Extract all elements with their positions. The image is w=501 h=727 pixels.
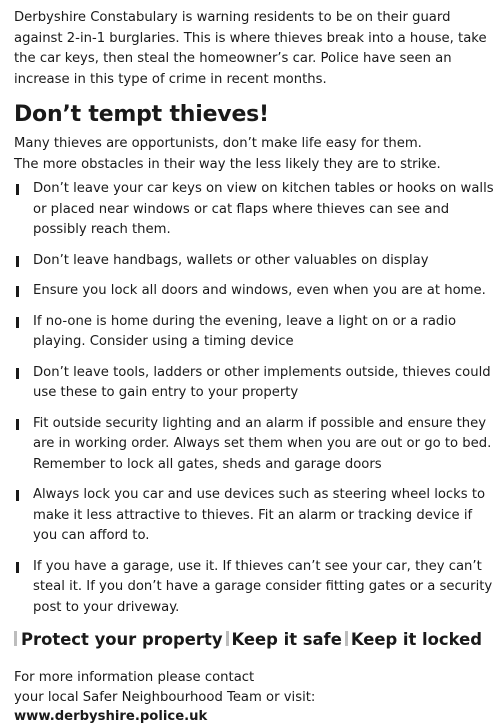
list-item [14,485,494,547]
list-item [14,414,494,476]
tagline-protect: Protect your property [21,630,223,649]
contact-line-2: your local Safer Neighbourhood Team or visit: [14,689,316,705]
page-title: Don’t tempt thieves! [14,102,269,127]
list-item [14,363,494,404]
website-link[interactable]: www.derbyshire.police.uk [14,709,208,724]
bullet-bar-icon [16,490,19,501]
tip-text: Don’t leave handbags, wallets or other valuables on display [33,252,429,268]
bullet-bar-icon [16,562,19,573]
separator-bar-icon [345,631,348,646]
list-item [14,557,494,619]
leaflet-page [14,8,494,727]
tip-text: If you have a garage, use it. If thieves can’t see your car, they can’t steal it. If you don’t have a garage consider fitting gates or a security post to your driveway. [33,558,493,615]
tip-text: Fit outside security lighting and an alarm if possible and ensure they are in working order. Always set them when you are out or go to bed. Remember to lock all gates, sheds and garage doors [33,415,492,472]
list-item [14,179,494,241]
tips-list [14,179,494,618]
bullet-bar-icon [16,256,19,267]
separator-bar-icon [14,631,17,646]
bullet-bar-icon [16,286,19,297]
tagline-safe: Keep it safe [231,630,342,649]
tip-text: Don’t leave tools, ladders or other implements outside, thieves could use these to gain entry to your property [33,364,491,400]
bullet-bar-icon [16,419,19,430]
tagline-locked: Keep it locked [350,630,482,649]
bullet-bar-icon [16,184,19,195]
lead-paragraph [14,134,494,175]
list-item [14,281,494,302]
list-item [14,312,494,353]
tip-text: If no-one is home during the evening, leave a light on or a radio playing. Consider using a timing device [33,313,457,349]
tip-text: Don’t leave your car keys on view on kitchen tables or hooks on walls or placed near windows or cat flaps where thieves can see and possibly reach them. [33,181,494,237]
list-item [14,251,494,272]
bullet-bar-icon [16,368,19,379]
bullet-bar-icon [16,317,19,328]
contact-line-1: For more information please contact [14,670,255,685]
lead-line-1: Many thieves are opportunists, don’t make life easy for them. [14,136,422,151]
tip-text: Always lock you car and use devices such as steering wheel locks to make it less attractive to thieves. Fit an alarm or tracking device if you can afford to. [33,487,486,543]
tip-text: Ensure you lock all doors and windows, even when you are at home. [33,283,486,298]
intro-paragraph: Derbyshire Constabulary is warning residents to be on their guard against 2-in-1 burglaries. This is where thieves break into a house, take the car keys, then steal the homeowner’s car. Police have seen an increase in this type of crime in recent months. [14,10,487,87]
tagline-bar [14,628,494,652]
lead-line-2: The more obstacles in their way the less likely they are to strike. [14,156,441,172]
separator-bar-icon [226,631,229,646]
